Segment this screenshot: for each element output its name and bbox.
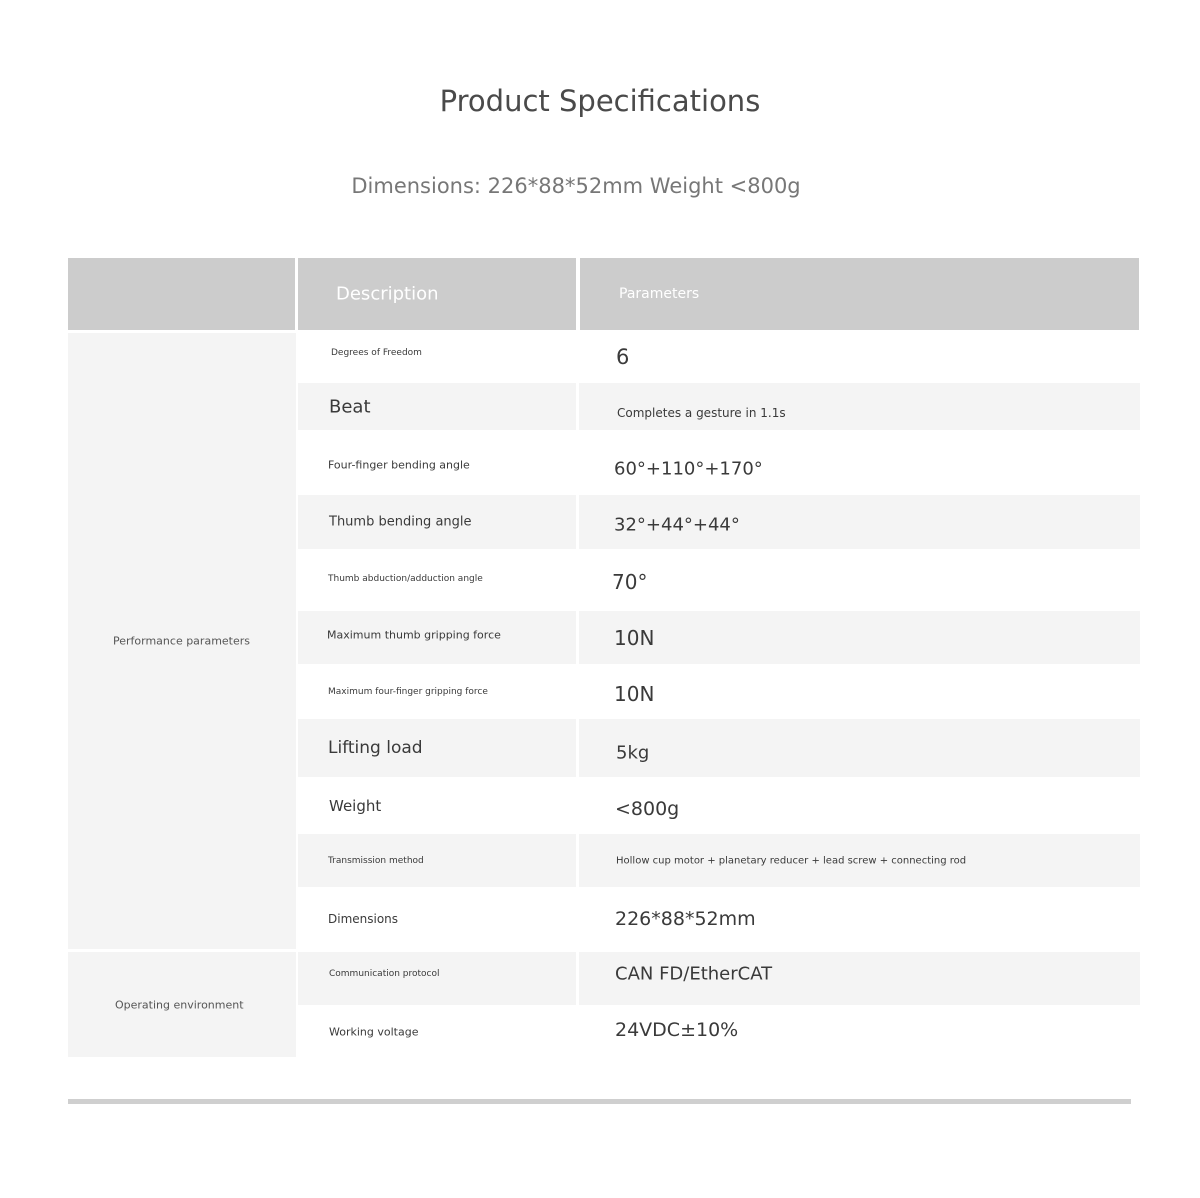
description-cell	[298, 551, 576, 609]
table-row	[298, 551, 1140, 609]
description-text: Maximum thumb gripping force	[327, 628, 501, 642]
description-text: Communication protocol	[329, 969, 440, 979]
parameter-cell	[579, 611, 1140, 664]
parameter-cell	[579, 889, 1140, 949]
description-cell	[298, 719, 576, 777]
table-row	[298, 1007, 1140, 1057]
table-row	[298, 383, 1140, 430]
table-row	[298, 889, 1140, 949]
description-text: Transmission method	[328, 856, 424, 866]
parameter-value: Completes a gesture in 1.1s	[617, 406, 786, 420]
description-text: Thumb abduction/adduction angle	[328, 574, 483, 584]
parameter-value: Hollow cup motor + planetary reducer + lead screw + connecting rod	[616, 855, 967, 867]
bottom-divider	[68, 1099, 1131, 1104]
description-text: Lifting load	[328, 738, 423, 758]
table-row	[298, 333, 1140, 381]
parameter-value: CAN FD/EtherCAT	[615, 963, 773, 985]
description-cell	[298, 432, 576, 493]
parameter-value: 10N	[614, 682, 655, 706]
description-cell	[298, 666, 576, 717]
parameter-cell	[579, 719, 1140, 777]
table-row	[298, 495, 1140, 549]
header-parameters-cell	[580, 258, 1139, 330]
parameter-value: 10N	[614, 625, 655, 650]
table-row	[298, 432, 1140, 493]
page-title: Product Specifications	[439, 84, 761, 118]
description-cell	[298, 495, 576, 549]
parameter-cell	[579, 383, 1140, 430]
table-row	[298, 834, 1140, 887]
table-row	[298, 611, 1140, 664]
parameter-value: 70°	[612, 570, 648, 594]
description-text: Four-finger bending angle	[328, 458, 470, 472]
parameter-value: 60°+110°+170°	[614, 458, 763, 480]
parameter-cell	[579, 952, 1140, 1005]
description-cell	[298, 952, 576, 1005]
parameter-cell	[579, 551, 1140, 609]
parameter-value: 32°+44°+44°	[614, 514, 740, 536]
parameter-value: <800g	[615, 798, 680, 820]
parameter-cell	[579, 1007, 1140, 1057]
parameter-value: 5kg	[616, 742, 650, 764]
table-row	[298, 952, 1140, 1005]
description-cell	[298, 889, 576, 949]
parameter-cell	[579, 495, 1140, 549]
description-text: Degrees of Freedom	[331, 348, 422, 358]
parameter-value: 6	[616, 345, 630, 369]
parameter-cell	[579, 333, 1140, 381]
group-performance-cell	[68, 333, 296, 949]
parameter-cell	[579, 666, 1140, 717]
description-cell	[298, 834, 576, 887]
parameter-value: 24VDC±10%	[615, 1019, 739, 1041]
description-text: Maximum four-finger gripping force	[328, 686, 488, 697]
parameter-cell	[579, 834, 1140, 887]
description-cell	[298, 779, 576, 832]
group-label: Operating environment	[115, 998, 244, 1011]
table-row	[298, 666, 1140, 717]
description-text: Dimensions	[328, 912, 399, 926]
group-label: Performance parameters	[113, 634, 251, 648]
parameter-value: 226*88*52mm	[615, 908, 756, 930]
table-row	[298, 719, 1140, 777]
description-text: Weight	[329, 796, 382, 815]
description-text: Thumb bending angle	[329, 514, 472, 530]
description-cell	[298, 1007, 576, 1057]
table-row	[298, 779, 1140, 832]
description-cell	[298, 383, 576, 430]
description-cell	[298, 333, 576, 381]
page-subtitle: Dimensions: 226*88*52mm Weight <800g	[351, 174, 801, 198]
group-environment-cell	[68, 952, 296, 1057]
description-cell	[298, 611, 576, 664]
header-description-cell	[298, 258, 576, 330]
parameter-cell	[579, 432, 1140, 493]
description-text: Working voltage	[329, 1025, 419, 1039]
header-description-label: Description	[336, 283, 439, 305]
parameter-cell	[579, 779, 1140, 832]
description-text: Beat	[329, 396, 371, 417]
header-parameters-label: Parameters	[619, 286, 700, 302]
header-category-cell	[68, 258, 295, 330]
